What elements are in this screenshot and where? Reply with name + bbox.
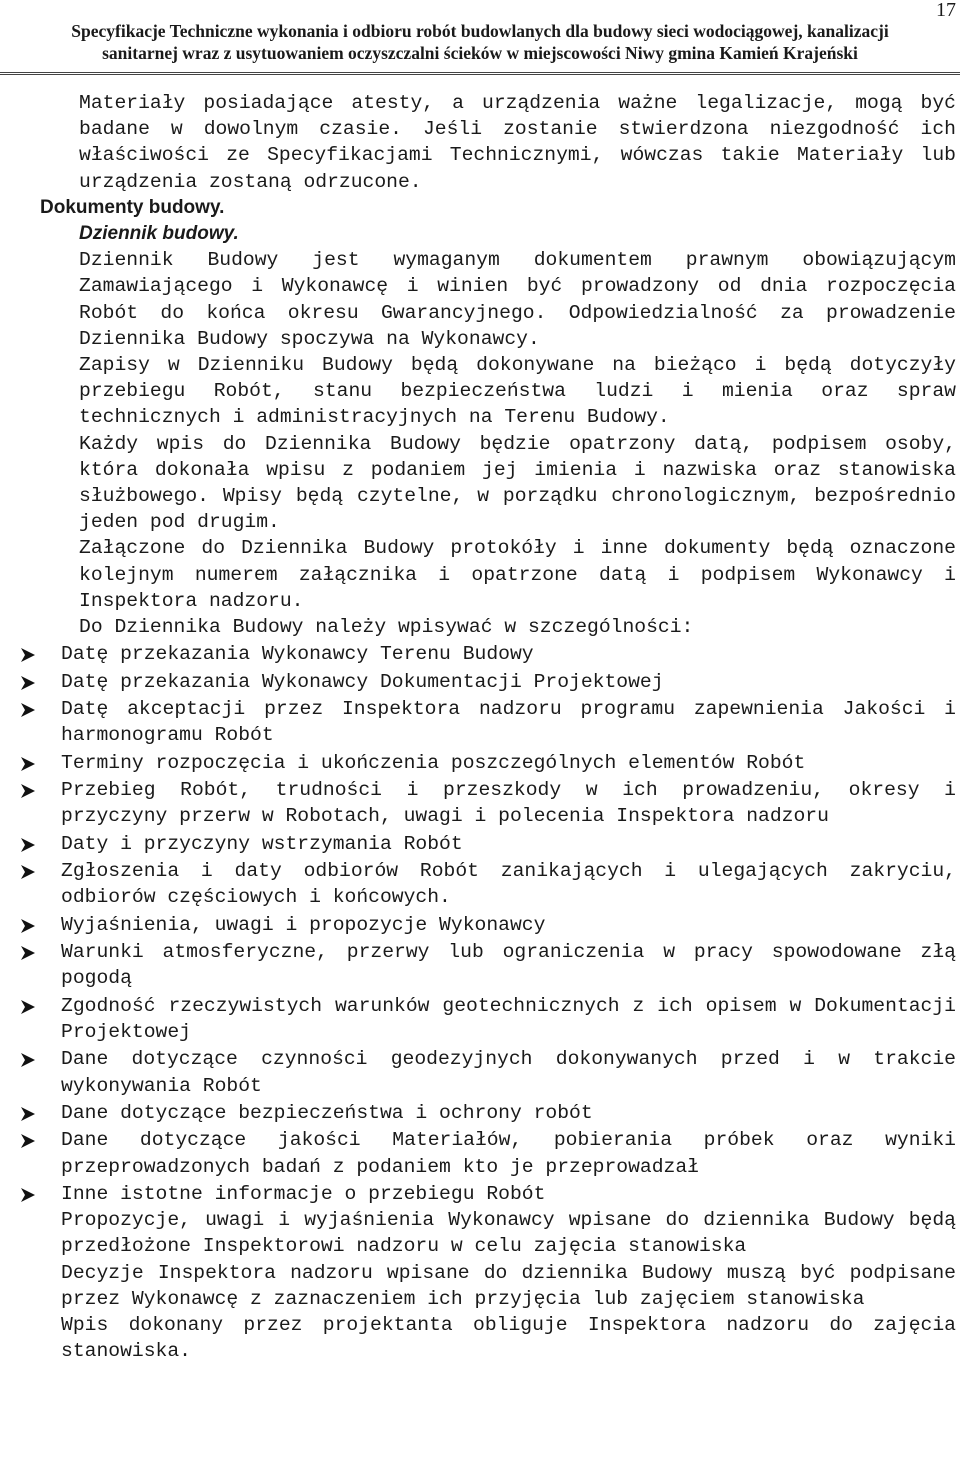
arrowhead-bullet-icon: [20, 757, 36, 771]
subsection-heading-journal: Dziennik budowy.: [79, 223, 239, 245]
header-line-1: Specyfikacje Techniczne wykonania i odbioru robót budowlanych dla budowy sieci wodociągowej, kanalizacji: [71, 21, 889, 41]
list-item: Dane dotyczące czynności geodezyjnych dokonywanych przed i w trakcie wykonywania Robót: [0, 1046, 960, 1098]
list-item: Daty i przyczyny wstrzymania Robót: [0, 831, 960, 857]
list-item: Datę akceptacji przez Inspektora nadzoru programu zapewnienia Jakości i harmonogramu Robót: [0, 696, 960, 748]
list-item: Datę przekazania Wykonawcy Terenu Budowy: [0, 641, 960, 667]
arrowhead-bullet-icon: [20, 1134, 36, 1148]
arrowhead-bullet-icon: [20, 1188, 36, 1202]
arrowhead-bullet-icon: [20, 919, 36, 933]
journal-list-intro: Do Dziennika Budowy należy wpisywać w szczególności:: [79, 616, 694, 639]
arrowhead-bullet-icon: [20, 1053, 36, 1067]
list-item: Inne istotne informacje o przebiegu Robót: [0, 1181, 960, 1207]
list-item: Dane dotyczące jakości Materiałów, pobierania próbek oraz wyniki przeprowadzonych badań z podaniem kto je przeprowadzał: [0, 1127, 960, 1179]
closing-paragraph: Decyzje Inspektora nadzoru wpisane do dziennika Budowy muszą być podpisane przez Wykonawcę z zaznaczeniem ich przyjęcia lub zajęciem stanowiska: [61, 1261, 956, 1310]
list-item: Datę przekazania Wykonawcy Dokumentacji Projektowej: [0, 669, 960, 695]
arrowhead-bullet-icon: [20, 784, 36, 798]
arrowhead-bullet-icon: [20, 946, 36, 960]
list-item: Przebieg Robót, trudności i przeszkody w ich prowadzeniu, okresy i przyczyny przerw w Robotach, uwagi i polecenia Inspektora nadzoru: [0, 777, 960, 829]
list-item: Zgłoszenia i daty odbiorów Robót zanikających i ulegających zakryciu, odbiorów częściowych i końcowych.: [0, 858, 960, 910]
closing-paragraph: Propozycje, uwagi i wyjaśnienia Wykonawcy wpisane do dziennika Budowy będą przedłożone Inspektorowi nadzoru w celu zajęcia stanowiska: [61, 1209, 956, 1258]
arrowhead-bullet-icon: [20, 838, 36, 852]
list-item: Dane dotyczące bezpieczeństwa i ochrony robót: [0, 1100, 960, 1126]
closing-paragraph: Wpis dokonany przez projektanta obliguje Inspektora nadzoru do zajęcia stanowiska.: [61, 1313, 956, 1363]
journal-paragraph: Załączone do Dziennika Budowy protokóły i inne dokumenty będą oznaczone kolejnym numerem załącznika i opatrzone datą i podpisem Wykonawcy i Inspektora nadzoru.: [79, 537, 956, 612]
arrowhead-bullet-icon: [20, 703, 36, 717]
journal-paragraph: Dziennik Budowy jest wymaganym dokumentem prawnym obowiązującym Zamawiającego i Wykonawcę i winien być prowadzony od dnia rozpoczęcia Robót do końca okresu Gwarancyjnego. Odpowiedzialność za prowadzenie Dziennika Budowy spoczywa na Wykonawcy.: [79, 249, 956, 350]
list-item: Zgodność rzeczywistych warunków geotechnicznych z ich opisem w Dokumentacji Projektowej: [0, 993, 960, 1045]
list-item: Terminy rozpoczęcia i ukończenia poszczególnych elementów Robót: [0, 750, 960, 776]
list-item: Warunki atmosferyczne, przerwy lub ograniczenia w pracy spowodowane złą pogodą: [0, 939, 960, 991]
journal-paragraph: Każdy wpis do Dziennika Budowy będzie opatrzony datą, podpisem osoby, która dokonała wpisu z podaniem jej imienia i nazwiska oraz stanowiska służbowego. Wpisy będą czytelne, w porządku chronologicznym, bezpośrednio jeden pod drugim.: [79, 432, 956, 534]
journal-paragraph: Zapisy w Dzienniku Budowy będą dokonywane na bieżąco i będą dotyczyły przebiegu Robót, stanu bezpieczeństwa ludzi i mienia oraz spraw technicznych i administracyjnych na Terenu Budowy.: [79, 354, 956, 429]
page-number: 17: [936, 0, 956, 21]
intro-paragraph: Materiały posiadające atesty, a urządzenia ważne legalizacje, mogą być badane w dowolnym czasie. Jeśli zostanie stwierdzona niezgodność ich właściwości ze Specyfikacjami Technicznymi, wówczas takie Materiały lub urządzenia zostaną odrzucone.: [79, 92, 956, 193]
arrowhead-bullet-icon: [20, 865, 36, 879]
header-line-2: sanitarnej wraz z usytuowaniem oczyszczalni ścieków w miejscowości Niwy gmina Kamień Krajeński: [102, 43, 858, 63]
document-body: [0, 90, 960, 1364]
document-header: [0, 20, 960, 64]
arrowhead-bullet-icon: [20, 648, 36, 662]
arrowhead-bullet-icon: [20, 676, 36, 690]
arrowhead-bullet-icon: [20, 1107, 36, 1121]
arrowhead-bullet-icon: [20, 1000, 36, 1014]
list-item: Wyjaśnienia, uwagi i propozycje Wykonawcy: [0, 912, 960, 938]
journal-entries-list: [0, 641, 960, 1207]
section-heading-documents: Dokumenty budowy.: [40, 196, 225, 218]
header-divider: [0, 72, 960, 75]
